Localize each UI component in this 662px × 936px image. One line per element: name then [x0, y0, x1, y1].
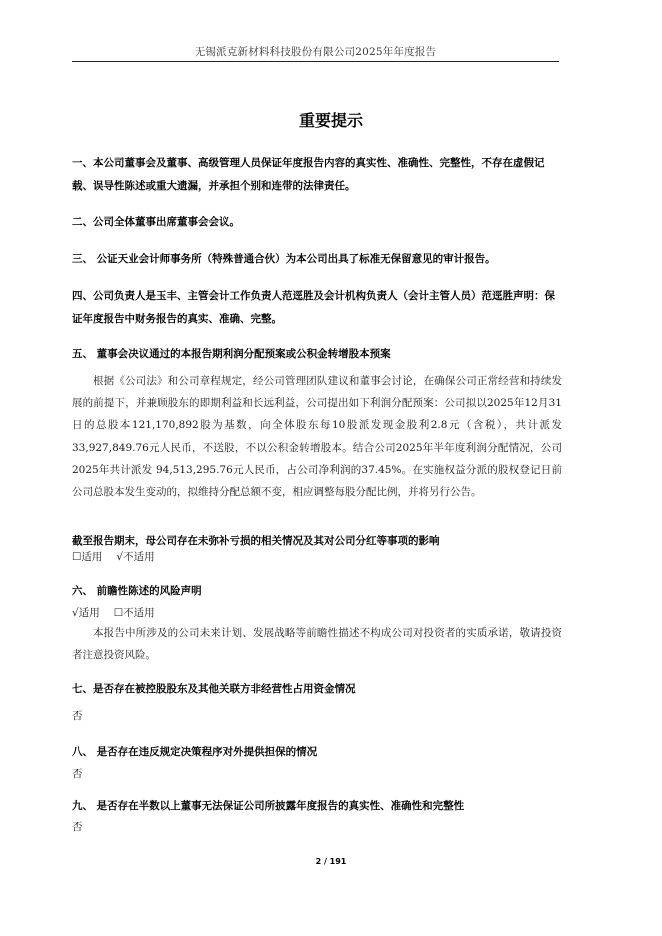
section-2-heading: 二、公司全体董事出席董事会会议。 [72, 216, 240, 228]
header-rule [72, 61, 559, 62]
deficit-applicability [72, 547, 155, 567]
section-5-heading: 五、 董事会决议通过的本报告期利润分配预案或公积金转增股本预案 [72, 348, 391, 360]
forward-looking-statement: 本报告中所涉及的公司未来计划、发展战略等前瞻性描述不构成公司对投资者的实质承诺，敬请投资者注意投资风险。 [72, 627, 562, 662]
running-header: 无锡派克新材料科技股份有限公司2025年年度报告 [194, 46, 437, 58]
page-number: 2 / 191 [315, 857, 347, 866]
section-4-heading: 四、公司负责人是玉丰、主管会计工作负责人范逕胜及会计机构负责人（会计主管人员）范逕胜声明：保证年度报告中财务报告的真实、准确、完整。 [72, 290, 555, 325]
risk-option-applicable: √适用 [72, 607, 100, 619]
section-9-heading: 九、 是否存在半数以上董事无法保证公司所披露年度报告的真实性、准确性和完整性 [72, 800, 465, 812]
deficit-heading: 截至报告期末，母公司存在未弥补亏损的相关情况及其对公司分红等事项的影响 [72, 535, 440, 547]
page-title: 重要提示 [298, 111, 363, 130]
section-3-heading: 三、 公证天业会计师事务所（特殊普通合伙）为本公司出具了标准无保留意见的审计报告。 [72, 253, 496, 265]
section-8-answer: 否 [72, 768, 83, 780]
section-1-heading: 一、本公司董事会及董事、高级管理人员保证年度报告内容的真实性、准确性、完整性，不存在虚假记载、误导性陈述或重大遗漏，并承担个别和连带的法律责任。 [72, 157, 545, 192]
section-8-heading: 八、 是否存在违反规定决策程序对外提供担保的情况 [72, 746, 318, 758]
section-7-answer: 否 [72, 710, 83, 722]
deficit-option-not-applicable: √不适用 [116, 551, 155, 563]
section-9-answer: 否 [72, 821, 83, 833]
profit-distribution-paragraph: 根据《公司法》和公司章程规定，经公司管理团队建议和董事会讨论，在确保公司正常经营和持续发展的前提下，并兼顾股东的即期利益和长远利益，公司提出如下利润分配预案：公司拟以2025年12月31日的总股本121,170,892股为基数，向全体股东每10股派发现金股利2.8元（含税），共计派发 33,927,849.76元人民币，不送股，不以公积金转增股本。结合公司2025年半年度利润分配情况，公司2025年共计派发 94,513,295.76元人民币，占公司净利润的37.45%。在实施权益分派的股权登记日前公司总股本发生变动的，拟维持分配总额不变，相应调整每股分配比例，并将另行公告。 [72, 375, 562, 499]
deficit-option-applicable: ☐适用 [72, 551, 103, 563]
risk-option-not-applicable: ☐不适用 [113, 607, 155, 619]
risk-applicability [72, 603, 155, 623]
section-6-heading: 六、 前瞻性陈述的风险声明 [72, 585, 202, 597]
section-7-heading: 七、是否存在被控股股东及其他关联方非经营性占用资金情况 [72, 683, 356, 695]
